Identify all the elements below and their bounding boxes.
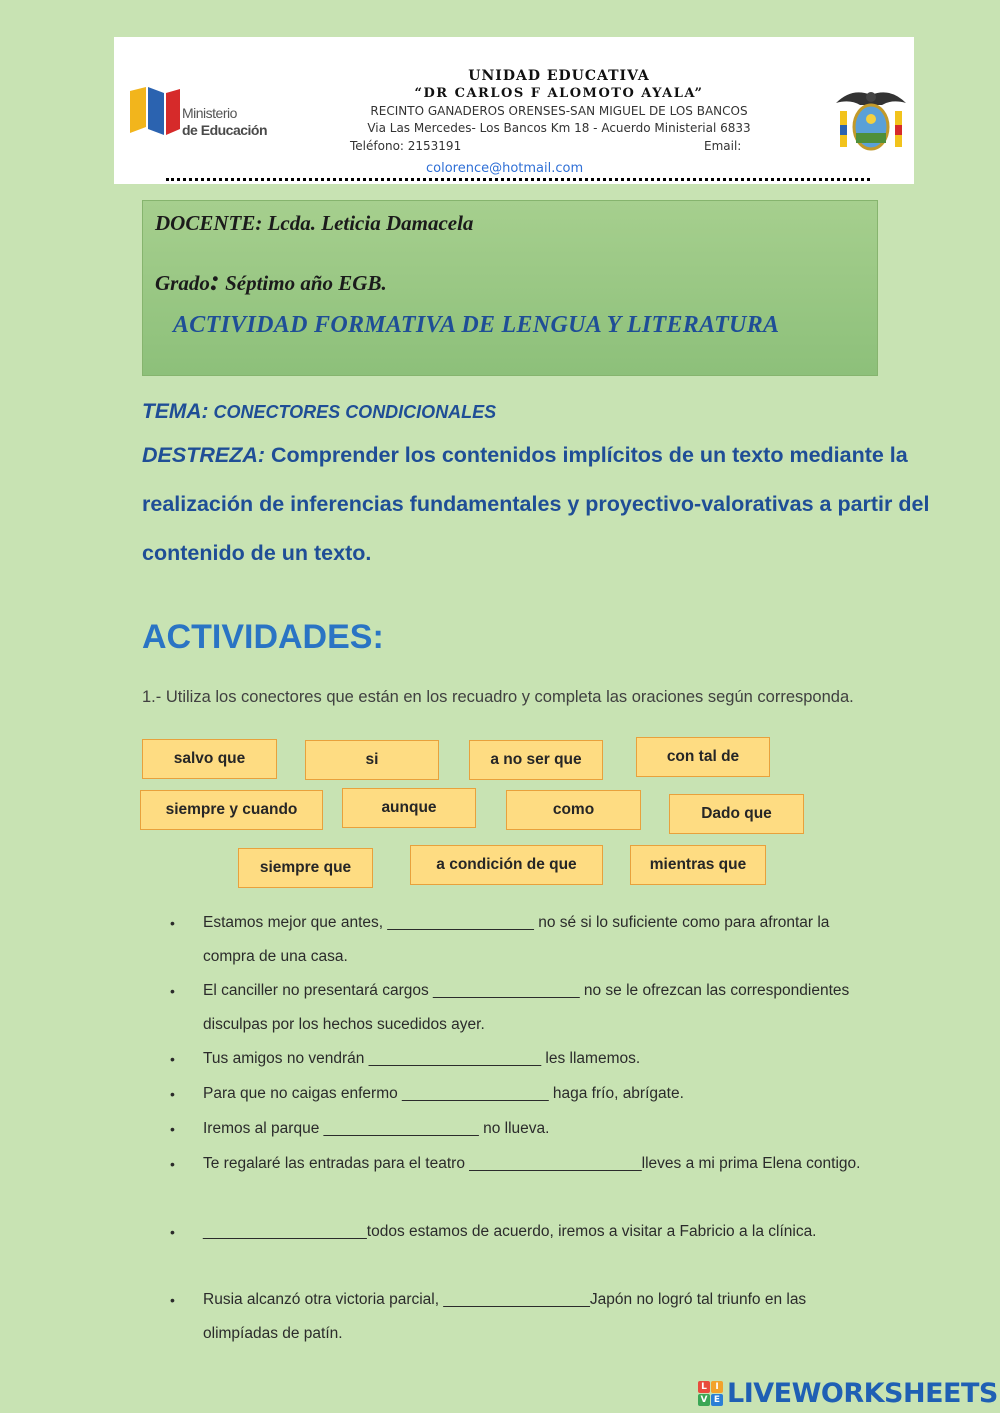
school-info — [324, 67, 794, 137]
liveworksheets-wordmark: LIVEWORKSHEETS — [727, 1377, 998, 1409]
connector-chip[interactable]: a condición de que — [410, 845, 603, 885]
grade-label: Grado — [155, 271, 210, 295]
phone: Teléfono: 2153191 — [350, 139, 462, 153]
ministry-logo — [126, 83, 286, 153]
topic — [142, 400, 496, 424]
bullet: • — [170, 1224, 175, 1240]
connector-chip[interactable]: mientras que — [630, 845, 766, 885]
grade-value: Séptimo año EGB. — [219, 271, 387, 295]
grade-colon: : — [209, 264, 220, 297]
connector-chip[interactable]: Dado que — [669, 794, 804, 834]
teacher-info-box — [142, 200, 878, 376]
activity-instruction: 1.- Utiliza los conectores que están en los recuadro y completa las oraciones según corresponda. — [142, 688, 854, 706]
connector-chip[interactable]: a no ser que — [469, 740, 603, 780]
skill — [142, 431, 952, 578]
connector-chip[interactable]: si — [305, 740, 439, 780]
email-label: Email: — [704, 139, 742, 153]
badge-letter: V — [698, 1394, 710, 1406]
topic-label: TEMA: — [142, 400, 209, 423]
bullet: • — [170, 1086, 175, 1102]
badge-letter: E — [711, 1394, 723, 1406]
sentence-text[interactable]: ___________________todos estamos de acuerdo, iremos a visitar a Fabricio a la clínica. — [203, 1223, 817, 1240]
skill-label: DESTREZA: — [142, 443, 266, 467]
email-link[interactable]: colorence@hotmail.com — [426, 161, 584, 176]
contact-row — [350, 139, 770, 153]
topic-value: CONECTORES CONDICIONALES — [208, 402, 497, 422]
connector-chip[interactable]: salvo que — [142, 739, 277, 779]
bullet: • — [170, 1051, 175, 1067]
school-header-banner — [114, 37, 914, 184]
ministry-line2: de Educación — [182, 122, 268, 138]
ministry-line1: Ministerio — [182, 105, 237, 121]
sentence-text[interactable]: Tus amigos no vendrán ____________________ les llamemos. — [203, 1050, 641, 1067]
sentence-text[interactable]: Estamos mejor que antes, _________________ no sé si lo suficiente como para afrontar la compra de una casa. — [203, 914, 830, 965]
activity-title: ACTIVIDAD FORMATIVA DE LENGUA Y LITERATURA — [173, 312, 780, 338]
school-title: UNIDAD EDUCATIVA — [468, 68, 650, 84]
sentence-text[interactable]: Para que no caigas enfermo _________________ haga frío, abrígate. — [203, 1085, 684, 1102]
teacher-name: DOCENTE: Lcda. Leticia Damacela — [155, 211, 474, 235]
bullet: • — [170, 983, 175, 999]
coat-of-arms-icon — [832, 85, 910, 155]
liveworksheets-logo[interactable] — [698, 1378, 998, 1408]
badge-letter: L — [698, 1381, 710, 1393]
bullet: • — [170, 1292, 175, 1308]
school-name: “DR CARLOS F ALOMOTO AYALA” — [414, 86, 704, 101]
skill-value: Comprender los contenidos implícitos de un texto mediante la realización de inferencias fundamentales y proyectivo-valorativas a partir del contenido de un texto. — [142, 443, 930, 565]
sentence-text[interactable]: Iremos al parque __________________ no llueva. — [203, 1120, 550, 1137]
connector-chip[interactable]: siempre que — [238, 848, 373, 888]
live-badge-icon — [698, 1381, 723, 1406]
sentence-text[interactable]: Rusia alcanzó otra victoria parcial, _________________Japón no logró tal triunfo en las olimpíadas de patín. — [203, 1291, 807, 1342]
ministry-logo-text — [182, 105, 292, 139]
sentence-text[interactable]: El canciller no presentará cargos _________________ no se le ofrezcan las correspondientes disculpas por los hechos sucedidos ayer. — [203, 982, 850, 1033]
grade — [155, 264, 387, 298]
activities-heading: ACTIVIDADES: — [142, 618, 384, 656]
bullet: • — [170, 1156, 175, 1172]
sentence-text[interactable]: Te regalaré las entradas para el teatro ____________________lleves a mi prima Elena contigo. — [203, 1155, 861, 1172]
bullet: • — [170, 1121, 175, 1137]
school-address-2: Via Las Mercedes- Los Bancos Km 18 - Acuerdo Ministerial 6833 — [367, 121, 751, 135]
connector-chip[interactable]: como — [506, 790, 641, 830]
book-logo-icon — [126, 83, 182, 143]
dotted-divider — [166, 178, 870, 181]
badge-letter: I — [711, 1381, 723, 1393]
school-address-1: RECINTO GANADEROS ORENSES-SAN MIGUEL DE LOS BANCOS — [370, 104, 748, 118]
connector-chip[interactable]: aunque — [342, 788, 476, 828]
connector-chip[interactable]: siempre y cuando — [140, 790, 323, 830]
connector-chip[interactable]: con tal de — [636, 737, 770, 777]
bullet: • — [170, 915, 175, 931]
